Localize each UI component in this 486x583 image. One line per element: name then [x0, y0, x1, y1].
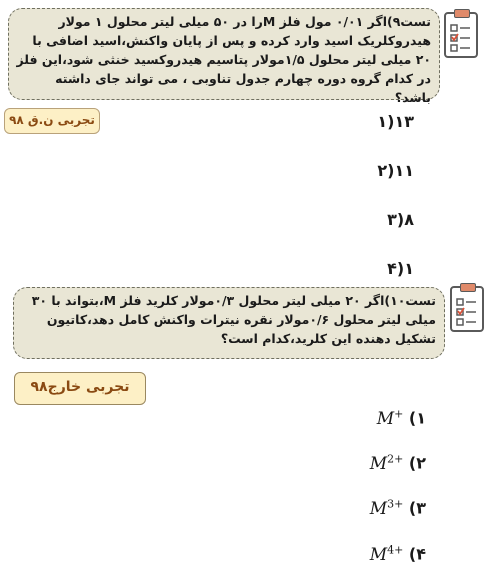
q10-option-4[interactable]: $M^{4+}$ (۴ [369, 543, 426, 565]
question-9-box [8, 8, 440, 105]
clipboard-checklist-icon [450, 286, 484, 332]
source-badge-q9: تجربی ن.ق ۹۸ [4, 108, 100, 134]
clipboard-checklist-icon [444, 12, 478, 58]
question-10-text: تست۱۰)اگر ۲۰ میلی لیتر محلول ۰/۳مولار کلرید فلز M،بتواند با ۳۰ میلی لیتر محلول ۰/۶مولار نقره نیترات واکنش کامل دهد،کاتیون تشکیل دهنده این کلرید،کدام است؟ [31, 293, 436, 346]
q9-option-4[interactable]: ۱(۴ [387, 259, 414, 278]
question-9-text: تست۹)اگر ۰/۰۱ مول فلز Mرا در ۵۰ میلی لیتر محلول ۱ مولار هیدروکلریک اسید وارد کرده و پس از پایان واکنش،اسید اضافی با ۲۰ میلی لیتر محلول ۱/۵مولار پتاسیم هیدروکسید خنثی شود،این فلز در کدام گروه دوره چهارم جدول تناوبی ، می تواند جای داشته باشد؟ [16, 14, 431, 105]
q9-option-3[interactable]: ۸(۳ [387, 210, 414, 229]
source-badge-q10: تجربی خارج۹۸ [14, 372, 146, 405]
question-10-box [13, 287, 445, 359]
q9-option-2[interactable]: ۱۱(۲ [377, 161, 414, 180]
q10-option-3[interactable]: $M^{3+}$ (۳ [369, 497, 426, 519]
q10-option-2[interactable]: $M^{2+}$ (۲ [369, 452, 426, 474]
q10-option-1[interactable]: M+ (۱ [376, 407, 426, 429]
q9-option-1[interactable]: ۱۳(۱ [377, 112, 414, 131]
